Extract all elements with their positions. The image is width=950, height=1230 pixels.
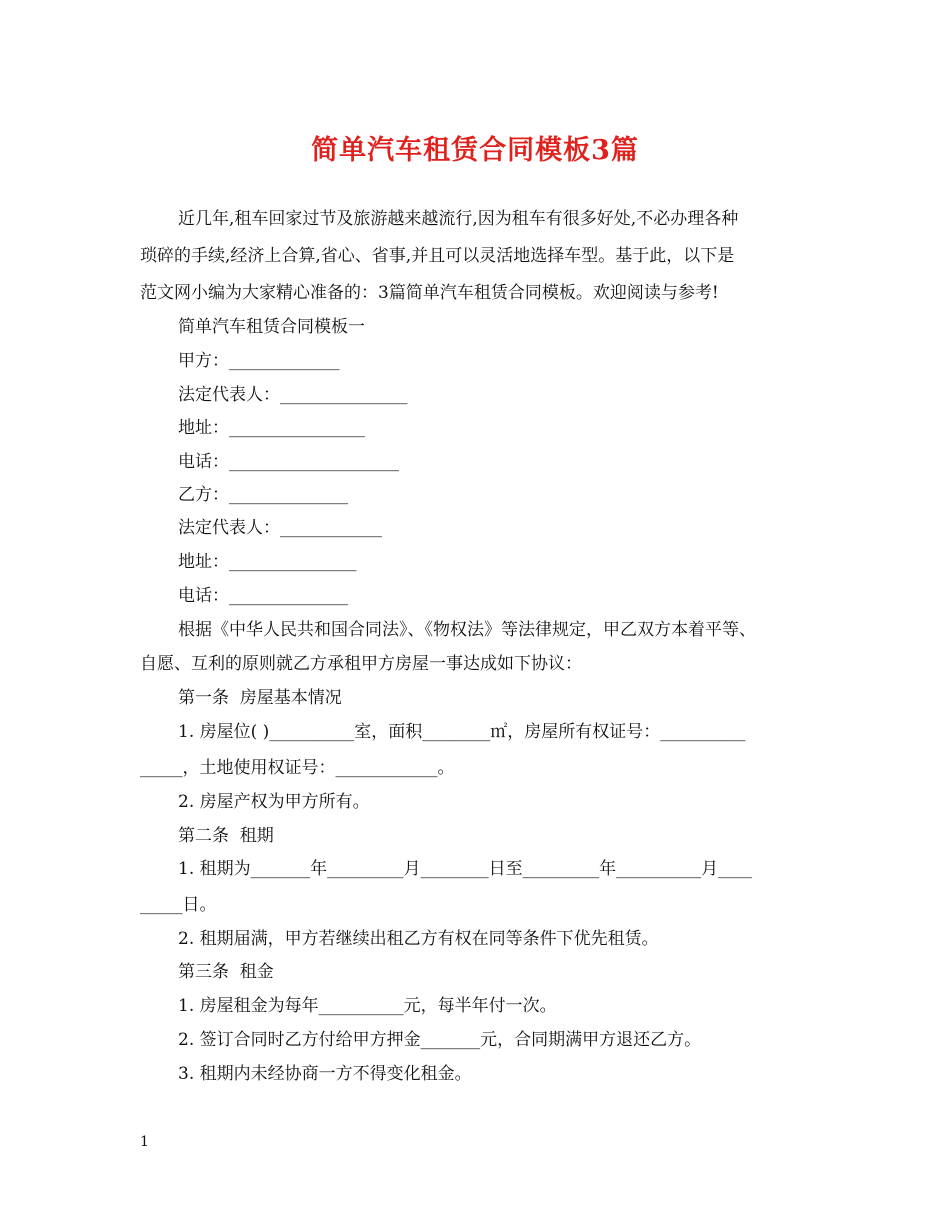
form-line: 电话：______________ [178, 586, 348, 606]
paragraph-line: 近几年,租车回家过节及旅游越来越流行,因为租车有很多好处,不必办理各种 [178, 209, 739, 229]
clause-line: 1. 房屋租金为每年__________元，每半年付一次。 [178, 996, 557, 1016]
form-line: 法定代表人：____________ [178, 518, 382, 538]
clause-line: _____日。 [140, 895, 217, 915]
clause-line: 3. 租期内未经协商一方不得变化租金。 [178, 1064, 472, 1084]
article-heading: 第三条 租金 [178, 962, 274, 982]
document-title: 简单汽车租赁合同模板3篇 [311, 135, 639, 166]
form-line: 甲方：_____________ [178, 351, 340, 371]
paragraph-line: 琐碎的手续,经济上合算,省心、省事,并且可以灵活地选择车型。基于此，以下是 [140, 246, 735, 266]
clause-line: 1. 租期为_______年_________月________日至_________年__________月____ [178, 859, 753, 879]
clause-line: _____，土地使用权证号：____________。 [140, 758, 455, 778]
paragraph-line: 自愿、互利的原则就乙方承租甲方房屋一事达成如下协议： [140, 654, 582, 674]
clause-line: 2. 签订合同时乙方付给甲方押金_______元，合同期满甲方退还乙方。 [178, 1030, 702, 1050]
clause-line: 1. 房屋位( )__________室，面积________㎡，房屋所有权证号：__________ [178, 722, 746, 742]
paragraph-line: 根据《中华人民共和国合同法》、《物权法》等法律规定，甲乙双方本着平等、 [178, 620, 756, 640]
article-heading: 第一条 房屋基本情况 [178, 688, 342, 708]
form-line: 地址：_______________ [178, 552, 357, 572]
page-number: 1 [140, 1134, 149, 1150]
paragraph-line: 范文网小编为大家精心准备的：3篇简单汽车租赁合同模板。欢迎阅读与参考! [140, 283, 719, 303]
form-line: 地址：________________ [178, 418, 365, 438]
article-heading: 第二条 租期 [178, 826, 274, 846]
form-line: 电话：____________________ [178, 452, 399, 472]
section-heading: 简单汽车租赁合同模板一 [178, 317, 365, 337]
clause-line: 2. 房屋产权为甲方所有。 [178, 792, 370, 812]
form-line: 法定代表人：_______________ [178, 385, 408, 405]
form-line: 乙方：______________ [178, 485, 348, 505]
clause-line: 2. 租期届满，甲方若继续出租乙方有权在同等条件下优先租赁。 [178, 929, 659, 949]
